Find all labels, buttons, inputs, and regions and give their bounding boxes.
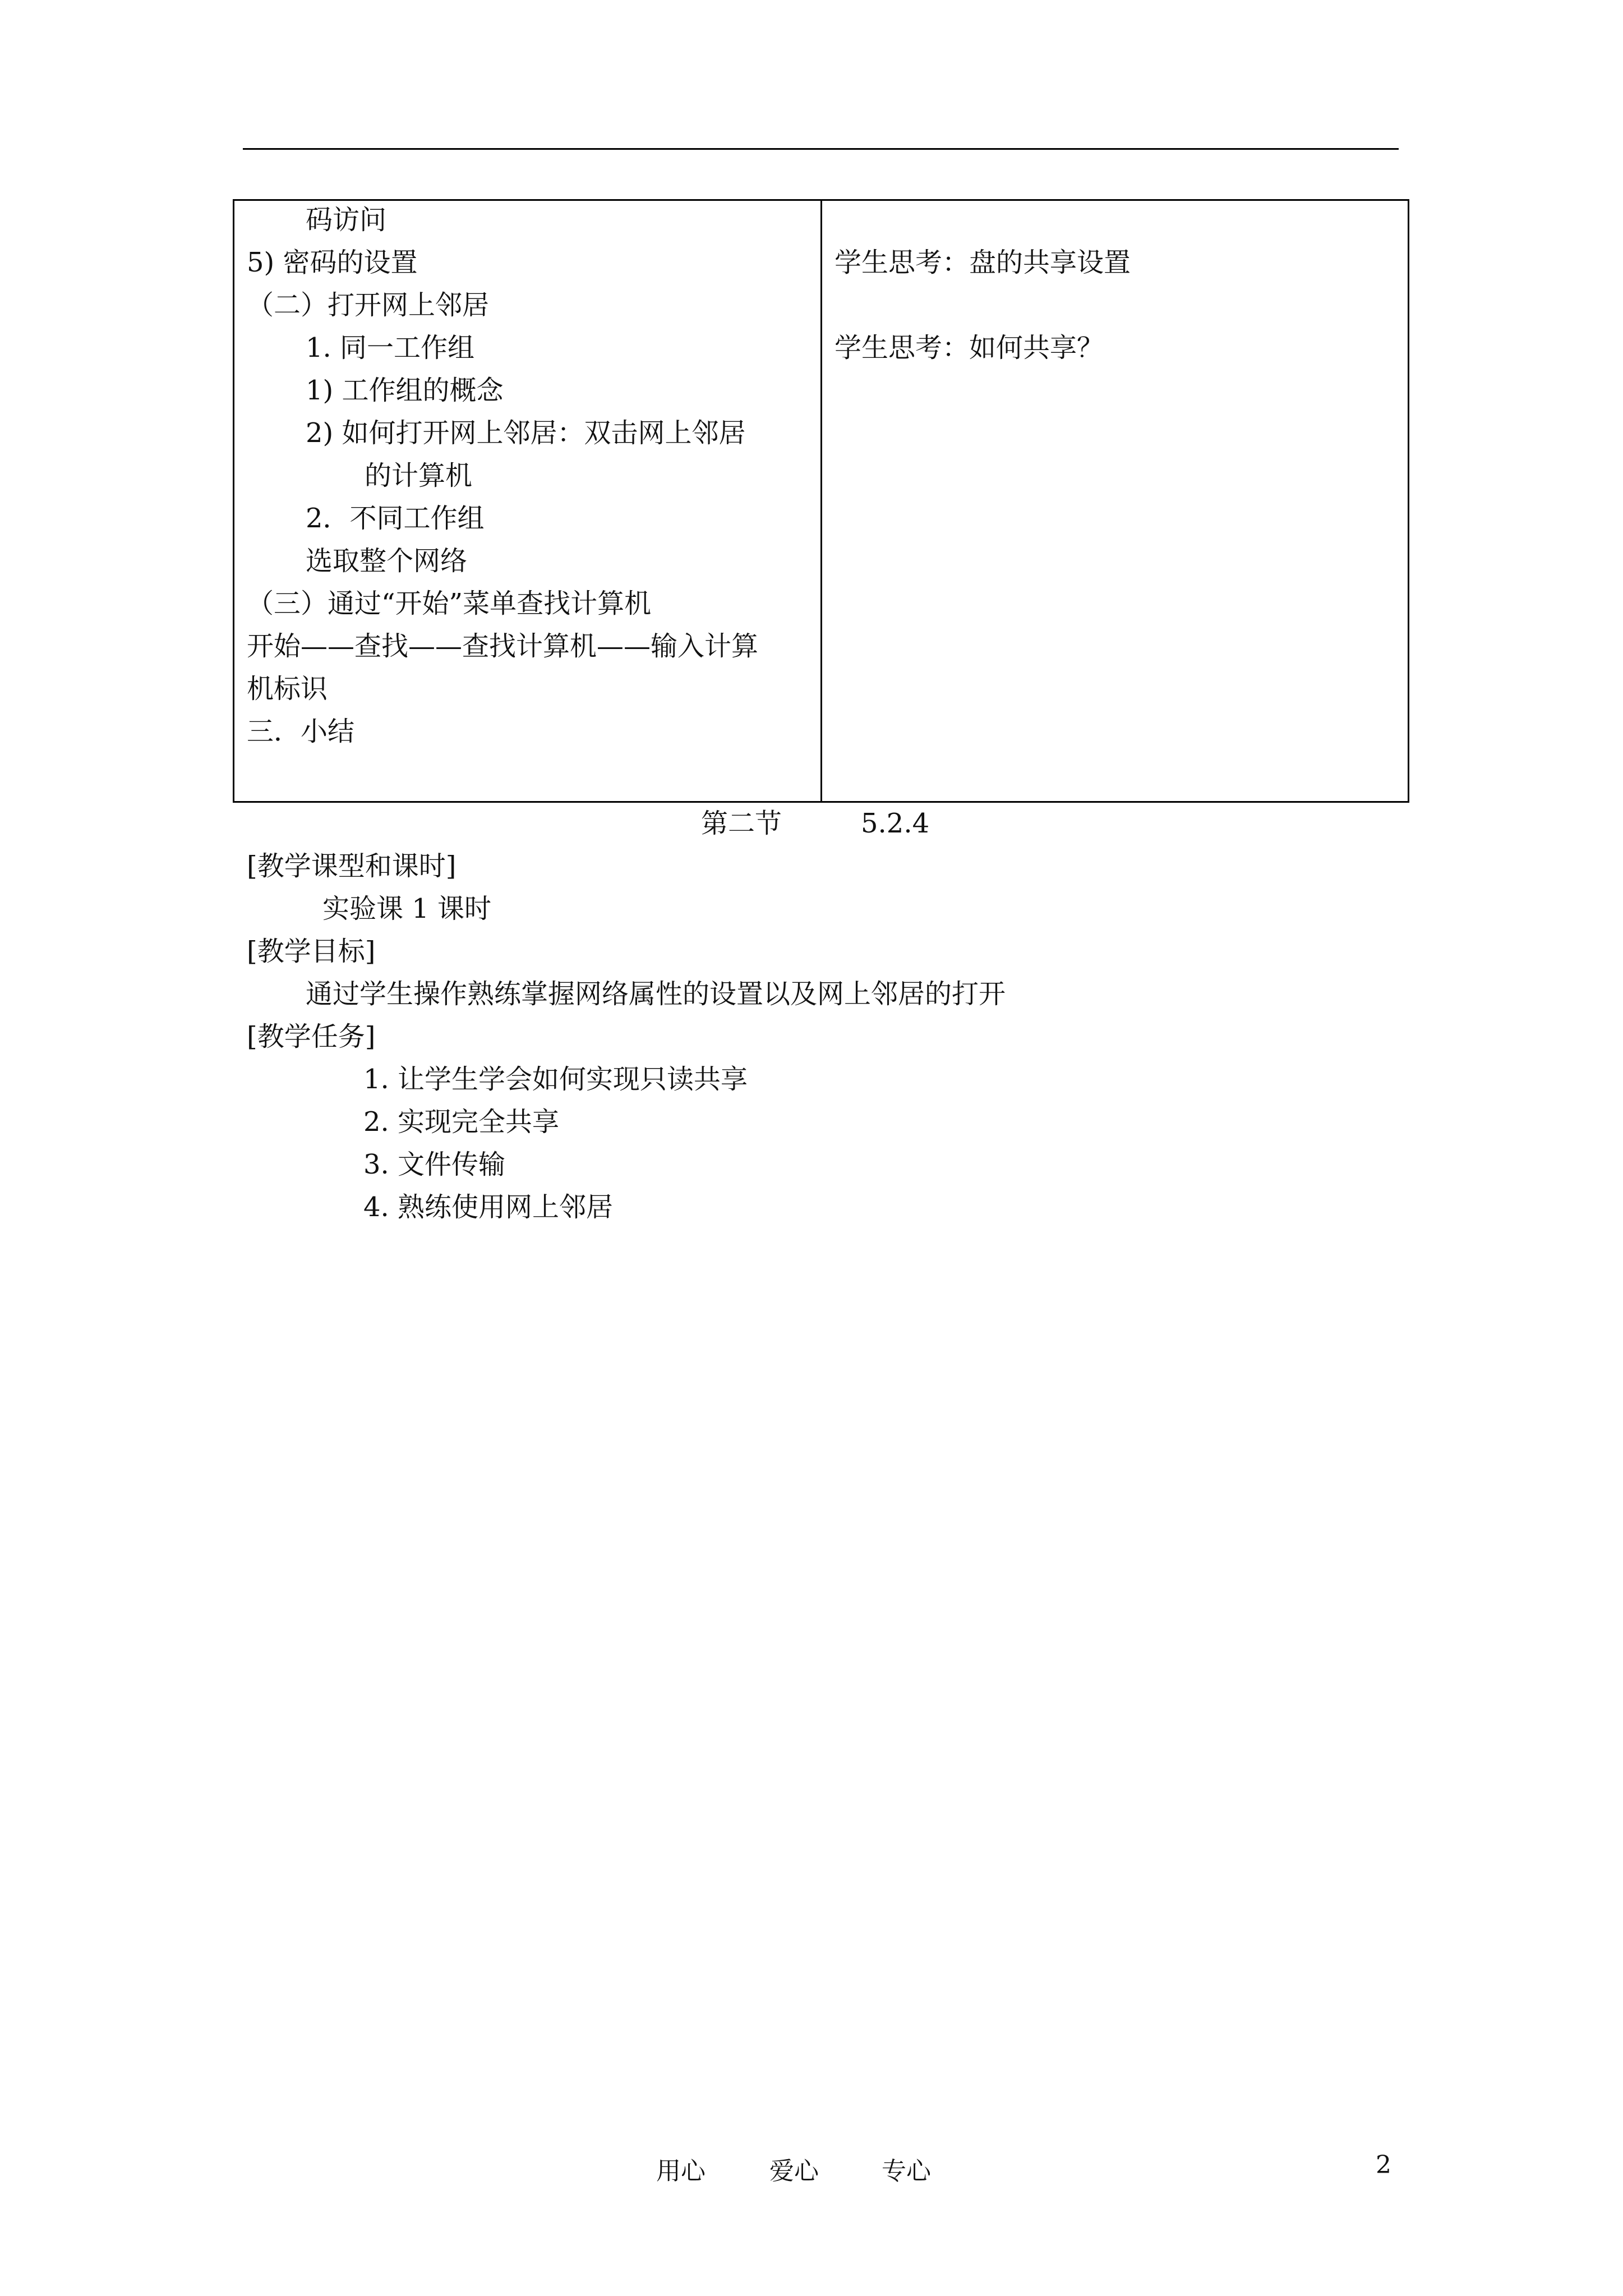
lesson-type-value: 实验课 1 课时 <box>322 893 492 924</box>
lesson-task-heading: [教学任务] <box>247 1021 376 1052</box>
page-number: 2 <box>1376 2151 1391 2179</box>
table-left-line: 三．小结 <box>247 716 355 747</box>
task-item: 4. 熟练使用网上邻居 <box>363 1191 614 1223</box>
section-title: 第二节 <box>701 808 782 839</box>
table-left-line: 1. 同一工作组 <box>306 332 475 364</box>
table-left-line: （二）打开网上邻居 <box>247 289 490 321</box>
footer-motto: 爱心 <box>769 2157 819 2185</box>
table-left-line: 机标识 <box>247 673 328 705</box>
table-left-line: 1) 工作组的概念 <box>306 375 504 406</box>
footer-motto: 用心 <box>656 2157 706 2185</box>
table-left-line: 2) 如何打开网上邻居：双击网上邻居 <box>306 417 746 449</box>
table-left-line: （三）通过“开始”菜单查找计算机 <box>247 588 652 619</box>
task-item: 3. 文件传输 <box>363 1149 506 1180</box>
lesson-goal-text: 通过学生操作熟练掌握网络属性的设置以及网上邻居的打开 <box>306 978 1006 1010</box>
table-left-line: 2．不同工作组 <box>306 503 485 534</box>
lesson-type-heading: [教学课型和课时] <box>247 850 457 882</box>
footer-motto: 专心 <box>882 2157 931 2185</box>
task-item: 1. 让学生学会如何实现只读共享 <box>363 1064 748 1095</box>
table-left-line: 的计算机 <box>365 460 473 491</box>
section-number: 5.2.4 <box>861 808 930 839</box>
header-rule <box>243 148 1399 150</box>
lesson-goal-heading: [教学目标] <box>247 936 376 967</box>
table-left-line: 开始——查找——查找计算机——输入计算 <box>247 631 759 662</box>
table-right-line: 学生思考：如何共享？ <box>834 332 1104 364</box>
table-column-divider <box>820 201 822 801</box>
table-left-line: 选取整个网络 <box>306 545 468 577</box>
table-left-line: 5) 密码的设置 <box>247 247 418 278</box>
table-left-line: 码访问 <box>306 204 387 236</box>
table-right-line: 学生思考：盘的共享设置 <box>834 247 1131 278</box>
task-item: 2. 实现完全共享 <box>363 1106 560 1138</box>
